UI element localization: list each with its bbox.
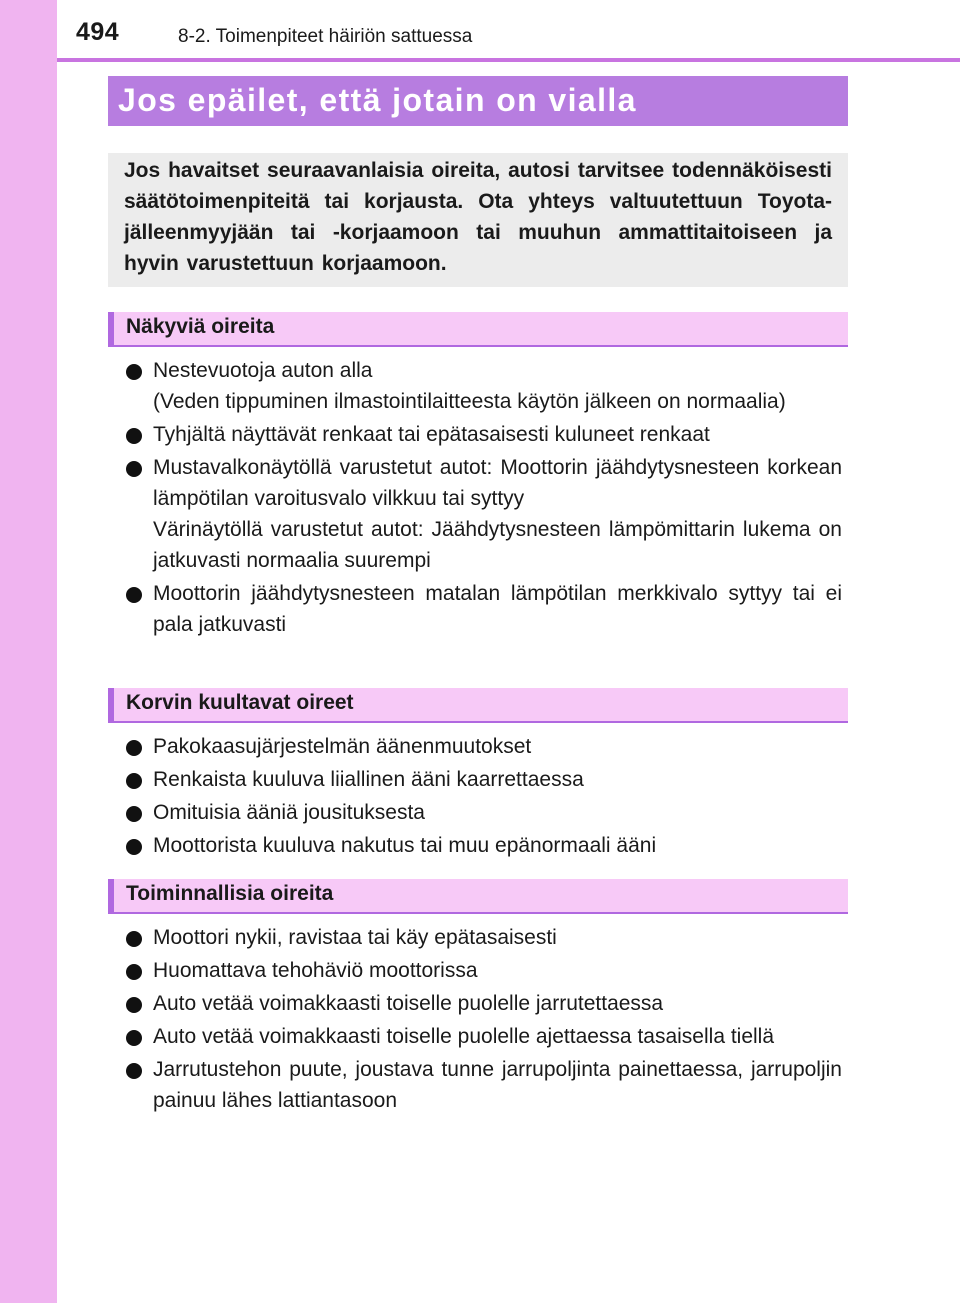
bullet-icon [126, 1030, 142, 1046]
list-item-text: Pakokaasujärjestelmän äänenmuutokset [153, 735, 532, 758]
list-item-text: (Veden tippuminen ilmastointilaitteesta käytön jälkeen on normaalia) [153, 390, 786, 413]
list-item [126, 419, 842, 450]
bullet-icon [126, 428, 142, 444]
list-item-text: Omituisia ääniä jousituksesta [153, 801, 425, 824]
section-heading-label: Korvin kuultavat oireet [126, 691, 354, 714]
list-item [126, 988, 842, 1019]
intro-box [108, 153, 848, 287]
page-number: 494 [76, 18, 120, 46]
list-item-text: Auto vetää voimakkaasti toiselle puolelle jarrutettaessa [153, 992, 664, 1015]
intro-text: Jos havaitset seuraavanlaisia oireita, autosi tarvitsee todennäköisesti säätötoimenpiteitä tai korjausta. Ota yhteys valtuutettuun Toyota-jälleenmyyjään tai -korjaamoon tai muuhun ammattitaitoiseen ja hyvin varustettuun korjaamoon. [124, 159, 832, 275]
section-heading-label: Näkyviä oireita [126, 315, 275, 338]
bullet-icon [126, 1063, 142, 1079]
page-title: Jos epäilet, että jotain on vialla [118, 82, 637, 118]
section-heading-operational [108, 879, 848, 914]
header-divider [57, 58, 960, 62]
side-color-band [0, 0, 57, 1303]
list-item-text: Moottori nykii, ravistaa tai käy epätasaisesti [153, 926, 557, 949]
section-heading-visible [108, 312, 848, 347]
audible-symptoms-list [126, 731, 842, 863]
bullet-icon [126, 587, 142, 603]
list-item [126, 1021, 842, 1052]
list-item-text: Auto vetää voimakkaasti toiselle puolelle ajettaessa tasaisella tiellä [153, 1025, 775, 1048]
list-item-text: Moottorista kuuluva nakutus tai muu epänormaali ääni [153, 834, 657, 857]
list-item [126, 922, 842, 953]
list-item-text: Nestevuotoja auton alla [153, 359, 373, 382]
section-reference: 8-2. Toimenpiteet häiriön sattuessa [178, 26, 473, 47]
bullet-icon [126, 997, 142, 1013]
list-item-text: Moottorin jäähdytysnesteen matalan lämpötilan merkkivalo syttyy tai ei pala jatkuvasti [153, 582, 842, 636]
list-item-text: Värinäytöllä varustetut autot: Jäähdytysnesteen lämpömittarin lukema on jatkuvasti normaalia suurempi [153, 518, 842, 572]
list-item-text: Jarrutustehon puute, joustava tunne jarrupoljinta painettaessa, jarrupoljin painuu lähes lattiantasoon [153, 1058, 842, 1112]
bullet-icon [126, 931, 142, 947]
bullet-icon [126, 773, 142, 789]
list-item [126, 955, 842, 986]
list-item [126, 797, 842, 828]
list-item [126, 830, 842, 861]
list-item-text: Mustavalkonäytöllä varustetut autot: Moottorin jäähdytysnesteen korkean lämpötilan varoitusvalo vilkkuu tai syttyy [153, 456, 842, 510]
bullet-icon [126, 740, 142, 756]
bullet-icon [126, 461, 142, 477]
bullet-icon [126, 839, 142, 855]
list-item [126, 355, 842, 417]
list-item [126, 452, 842, 576]
section-heading-label: Toiminnallisia oireita [126, 882, 334, 905]
page-title-bar [108, 76, 848, 126]
list-item [126, 578, 842, 640]
list-item [126, 1054, 842, 1116]
section-heading-audible [108, 688, 848, 723]
visible-symptoms-list [126, 355, 842, 642]
operational-symptoms-list [126, 922, 842, 1118]
list-item [126, 731, 842, 762]
list-item [126, 764, 842, 795]
list-item-text: Renkaista kuuluva liiallinen ääni kaarrettaessa [153, 768, 584, 791]
bullet-icon [126, 364, 142, 380]
list-item-text: Huomattava tehohäviö moottorissa [153, 959, 478, 982]
list-item-text: Tyhjältä näyttävät renkaat tai epätasaisesti kuluneet renkaat [153, 423, 710, 446]
bullet-icon [126, 964, 142, 980]
bullet-icon [126, 806, 142, 822]
